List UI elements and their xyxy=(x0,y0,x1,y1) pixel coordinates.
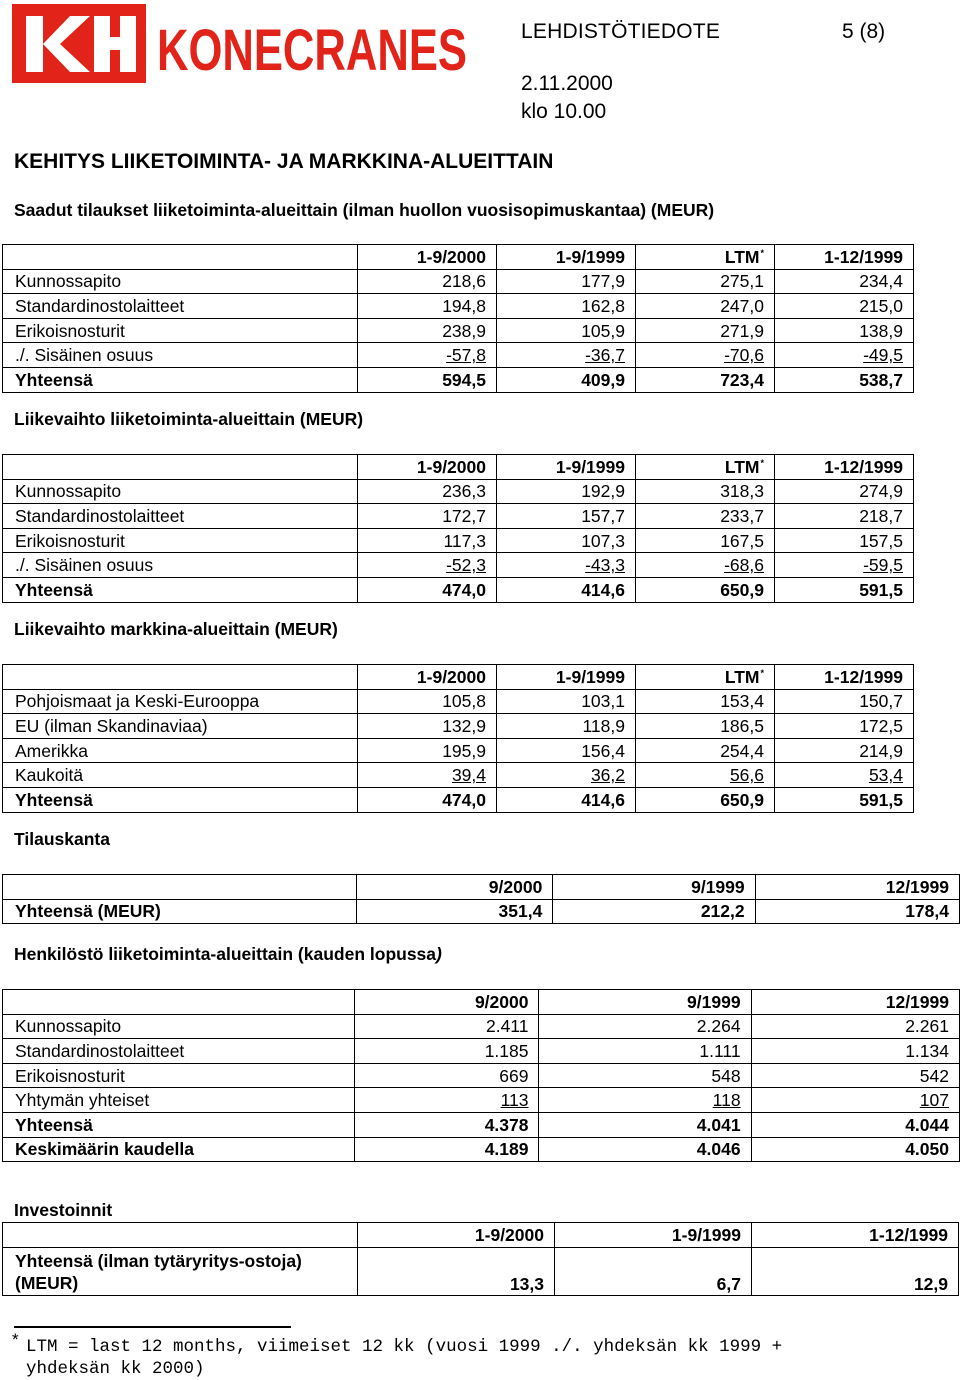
order-book-section-title: Tilauskanta xyxy=(14,829,110,849)
table-row xyxy=(3,1088,960,1113)
table-cell: 132,9 xyxy=(358,714,497,739)
table-row-label: ./. Sisäinen osuus xyxy=(3,343,358,368)
table-header-row xyxy=(3,245,914,270)
table-cell: 238,9 xyxy=(358,318,497,343)
table-cell: 414,6 xyxy=(497,787,636,812)
table-cell: 351,4 xyxy=(356,899,552,924)
table-cell: 234,4 xyxy=(775,269,914,294)
table-row-label: Yhteensä xyxy=(3,1112,355,1137)
table-cell: 247,0 xyxy=(636,294,775,319)
table-cell: -49,5 xyxy=(775,343,914,368)
table-row-label: Kunnossapito xyxy=(3,479,358,504)
sales-market-section-title: Liikevaihto markkina-alueittain (MEUR) xyxy=(14,619,338,639)
investments-section-title: Investoinnit xyxy=(14,1200,113,1220)
table-cell: 542 xyxy=(751,1063,959,1088)
table-row-label: Yhteensä xyxy=(3,787,358,812)
release-time: klo 10.00 xyxy=(521,100,607,123)
table-cell: 192,9 xyxy=(497,479,636,504)
table-cell: -36,7 xyxy=(497,343,636,368)
table-row xyxy=(3,1063,960,1088)
table-row xyxy=(3,899,960,924)
table-cell: 4.378 xyxy=(354,1112,539,1137)
table-row xyxy=(3,1247,959,1295)
table-cell: 186,5 xyxy=(636,714,775,739)
personnel-section-title: Henkilöstö liiketoiminta-alueittain (kauden lopussa) xyxy=(14,944,442,964)
table-cell: -57,8 xyxy=(358,343,497,368)
table-cell: 39,4 xyxy=(358,763,497,788)
table-row-label: Erikoisnosturit xyxy=(3,1063,355,1088)
table-header-cell: 1-9/2000 xyxy=(358,455,497,480)
table-header-cell: 1-9/2000 xyxy=(358,1223,555,1248)
page-title: KEHITYS LIIKETOIMINTA- JA MARKKINA-ALUEITTAIN xyxy=(14,150,554,173)
svg-text:KONECRANES: KONECRANES xyxy=(157,18,467,83)
table-row-label: Amerikka xyxy=(3,738,358,763)
table-cell: 218,7 xyxy=(775,504,914,529)
table-row xyxy=(3,689,914,714)
sales-business-table xyxy=(2,454,914,603)
table-row-label: Pohjoismaat ja Keski-Eurooppa xyxy=(3,689,358,714)
table-cell: 4.041 xyxy=(539,1112,751,1137)
table-header-cell: 1-12/1999 xyxy=(775,245,914,270)
table-cell: 167,5 xyxy=(636,528,775,553)
table-cell: -68,6 xyxy=(636,553,775,578)
table-row-label: EU (ilman Skandinaviaa) xyxy=(3,714,358,739)
investments-table xyxy=(2,1222,959,1296)
table-cell: 318,3 xyxy=(636,479,775,504)
table-header-cell: 12/1999 xyxy=(755,875,959,900)
table-cell: 414,6 xyxy=(497,577,636,602)
table-cell: 271,9 xyxy=(636,318,775,343)
table-row xyxy=(3,1112,960,1137)
table-row xyxy=(3,504,914,529)
table-cell: 548 xyxy=(539,1063,751,1088)
table-row xyxy=(3,528,914,553)
table-header-row xyxy=(3,1223,959,1248)
release-date: 2.11.2000 xyxy=(521,72,613,95)
table-header-cell: 12/1999 xyxy=(751,990,959,1015)
table-header-row xyxy=(3,665,914,690)
table-header-cell: 1-9/1999 xyxy=(497,245,636,270)
table-row xyxy=(3,367,914,392)
table-cell: 214,9 xyxy=(775,738,914,763)
table-header-cell: 1-9/1999 xyxy=(497,455,636,480)
table-cell: 157,5 xyxy=(775,528,914,553)
table-row-label: Yhteensä xyxy=(3,577,358,602)
table-cell: 195,9 xyxy=(358,738,497,763)
table-header-cell: 1-9/1999 xyxy=(555,1223,752,1248)
orders-table xyxy=(2,244,914,393)
table-cell: 113 xyxy=(354,1088,539,1113)
table-cell: 194,8 xyxy=(358,294,497,319)
table-cell: 474,0 xyxy=(358,787,497,812)
table-row xyxy=(3,1039,960,1064)
table-row-label: Kaukoitä xyxy=(3,763,358,788)
table-cell: 1.185 xyxy=(354,1039,539,1064)
table-cell: 236,3 xyxy=(358,479,497,504)
table-row xyxy=(3,553,914,578)
table-cell: 118,9 xyxy=(497,714,636,739)
table-row-label: Standardinostolaitteet xyxy=(3,294,358,319)
table-cell: 254,4 xyxy=(636,738,775,763)
table-cell: 1.111 xyxy=(539,1039,751,1064)
table-cell: -43,3 xyxy=(497,553,636,578)
table-cell: 103,1 xyxy=(497,689,636,714)
footnote-line: yhdeksän kk 2000) xyxy=(26,1359,205,1379)
table-row xyxy=(3,577,914,602)
table-cell: 53,4 xyxy=(775,763,914,788)
table-row-label: Kunnossapito xyxy=(3,1014,355,1039)
table-cell: 56,6 xyxy=(636,763,775,788)
table-header-cell xyxy=(3,455,358,480)
table-cell: 591,5 xyxy=(775,787,914,812)
table-cell: -59,5 xyxy=(775,553,914,578)
table-cell: 723,4 xyxy=(636,367,775,392)
table-header-cell: 9/2000 xyxy=(356,875,552,900)
table-header-row xyxy=(3,455,914,480)
table-cell: -52,3 xyxy=(358,553,497,578)
table-header-cell: 1-9/2000 xyxy=(358,245,497,270)
table-cell: 107,3 xyxy=(497,528,636,553)
table-header-cell xyxy=(3,245,358,270)
table-cell: -70,6 xyxy=(636,343,775,368)
table-cell: 107 xyxy=(751,1088,959,1113)
table-cell: 2.264 xyxy=(539,1014,751,1039)
table-row xyxy=(3,763,914,788)
table-cell: 4.046 xyxy=(539,1137,751,1162)
table-cell: 409,9 xyxy=(497,367,636,392)
table-cell: 218,6 xyxy=(358,269,497,294)
table-cell: 215,0 xyxy=(775,294,914,319)
table-cell: 172,5 xyxy=(775,714,914,739)
personnel-table xyxy=(2,989,960,1162)
table-cell: 105,8 xyxy=(358,689,497,714)
table-header-cell: 9/1999 xyxy=(539,990,751,1015)
table-cell: 6,7 xyxy=(555,1247,752,1295)
table-row-label: Erikoisnosturit xyxy=(3,318,358,343)
table-header-cell: 1-12/1999 xyxy=(775,455,914,480)
table-cell: 150,7 xyxy=(775,689,914,714)
table-cell: 162,8 xyxy=(497,294,636,319)
document-type: LEHDISTÖTIEDOTE xyxy=(521,20,721,43)
table-row xyxy=(3,318,914,343)
table-cell: 4.189 xyxy=(354,1137,539,1162)
table-cell: 650,9 xyxy=(636,577,775,602)
table-cell: 212,2 xyxy=(553,899,755,924)
footnote-text xyxy=(26,1336,926,1380)
table-row xyxy=(3,1014,960,1039)
table-cell: 669 xyxy=(354,1063,539,1088)
table-cell: 12,9 xyxy=(752,1247,959,1295)
table-header-cell xyxy=(3,990,355,1015)
table-row xyxy=(3,738,914,763)
table-cell: 274,9 xyxy=(775,479,914,504)
table-header-cell: 1-9/2000 xyxy=(358,665,497,690)
table-row-label: Yhteensä (ilman tytäryritys-ostoja) (MEUR) xyxy=(3,1247,358,1295)
table-cell: 275,1 xyxy=(636,269,775,294)
table-row xyxy=(3,294,914,319)
table-row-label: Yhteensä xyxy=(3,367,358,392)
table-header-row xyxy=(3,875,960,900)
table-cell: 4.044 xyxy=(751,1112,959,1137)
table-header-cell: LTM* xyxy=(636,665,775,690)
table-cell: 105,9 xyxy=(497,318,636,343)
table-row xyxy=(3,714,914,739)
page-number: 5 (8) xyxy=(842,20,886,43)
table-cell: 118 xyxy=(539,1088,751,1113)
table-row xyxy=(3,269,914,294)
order-book-table xyxy=(2,874,960,924)
table-header-cell xyxy=(3,875,357,900)
table-cell: 157,7 xyxy=(497,504,636,529)
table-row xyxy=(3,343,914,368)
table-header-row xyxy=(3,990,960,1015)
table-header-cell: 1-9/1999 xyxy=(497,665,636,690)
table-header-cell xyxy=(3,665,358,690)
table-row-label: Keskimäärin kaudella xyxy=(3,1137,355,1162)
orders-section-title: Saadut tilaukset liiketoiminta-alueittain (ilman huollon vuosisopimuskantaa) (MEUR) xyxy=(14,200,715,220)
table-row-label: Kunnossapito xyxy=(3,269,358,294)
table-row xyxy=(3,787,914,812)
table-row-label: Standardinostolaitteet xyxy=(3,504,358,529)
table-cell: 172,7 xyxy=(358,504,497,529)
table-header-cell: 9/2000 xyxy=(354,990,539,1015)
table-cell: 538,7 xyxy=(775,367,914,392)
table-cell: 13,3 xyxy=(358,1247,555,1295)
table-cell: 117,3 xyxy=(358,528,497,553)
footnote-line: LTM = last 12 months, viimeiset 12 kk (vuosi 1999 ./. yhdeksän kk 1999 + xyxy=(26,1337,783,1357)
table-cell: 138,9 xyxy=(775,318,914,343)
footnote-divider xyxy=(14,1326,291,1328)
table-cell: 1.134 xyxy=(751,1039,959,1064)
table-header-cell xyxy=(3,1223,358,1248)
table-cell: 178,4 xyxy=(755,899,959,924)
table-row xyxy=(3,479,914,504)
table-cell: 4.050 xyxy=(751,1137,959,1162)
table-cell: 2.411 xyxy=(354,1014,539,1039)
table-cell: 594,5 xyxy=(358,367,497,392)
footnote-star: * xyxy=(12,1330,19,1349)
table-row-label: ./. Sisäinen osuus xyxy=(3,553,358,578)
table-cell: 177,9 xyxy=(497,269,636,294)
table-header-cell: 1-12/1999 xyxy=(775,665,914,690)
table-cell: 2.261 xyxy=(751,1014,959,1039)
sales-market-table xyxy=(2,664,914,813)
sales-business-section-title: Liikevaihto liiketoiminta-alueittain (MEUR) xyxy=(14,409,364,429)
konecranes-logo xyxy=(12,4,472,84)
table-header-cell: LTM* xyxy=(636,245,775,270)
table-cell: 153,4 xyxy=(636,689,775,714)
table-row xyxy=(3,1137,960,1162)
table-cell: 233,7 xyxy=(636,504,775,529)
table-row-label: Standardinostolaitteet xyxy=(3,1039,355,1064)
table-header-cell: 1-12/1999 xyxy=(752,1223,959,1248)
table-header-cell: 9/1999 xyxy=(553,875,755,900)
table-cell: 650,9 xyxy=(636,787,775,812)
table-cell: 474,0 xyxy=(358,577,497,602)
table-row-label: Erikoisnosturit xyxy=(3,528,358,553)
table-cell: 156,4 xyxy=(497,738,636,763)
table-row-label: Yhtymän yhteiset xyxy=(3,1088,355,1113)
table-header-cell: LTM* xyxy=(636,455,775,480)
table-row-label: Yhteensä (MEUR) xyxy=(3,899,357,924)
table-cell: 36,2 xyxy=(497,763,636,788)
table-cell: 591,5 xyxy=(775,577,914,602)
